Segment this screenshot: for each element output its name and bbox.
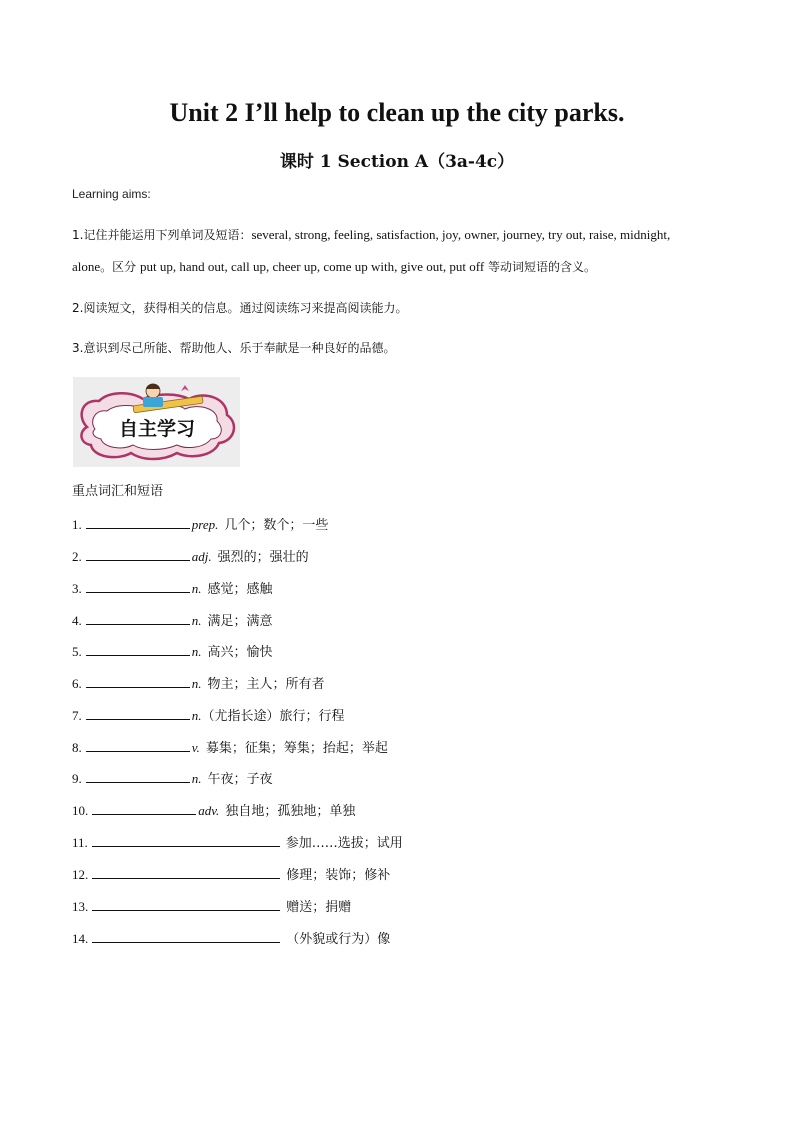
vocab-item (72, 514, 328, 534)
vocab-item (72, 705, 345, 725)
chinese-meaning: 感觉；感触 (207, 582, 273, 597)
answer-blank[interactable] (92, 896, 280, 911)
answer-blank[interactable] (86, 641, 190, 656)
answer-blank[interactable] (86, 673, 190, 688)
answer-blank[interactable] (86, 768, 190, 783)
answer-blank[interactable] (86, 705, 190, 720)
vocab-item (72, 737, 388, 757)
vocab-number: 11. (72, 835, 88, 850)
chinese-meaning: 参加……选拔；试用 (285, 836, 403, 851)
aim-1-distinguish: 。区分 (100, 260, 140, 274)
part-of-speech: v. (191, 740, 200, 755)
aim-3: 3.意识到尽己所能、帮助他人、乐于奉献是一种良好的品德。 (72, 341, 396, 355)
vocab-number: 10. (72, 803, 89, 818)
aim-1-word-alone: alone (72, 259, 101, 274)
vocab-item (72, 896, 351, 916)
vocab-number: 7. (72, 708, 82, 723)
vocab-item (72, 864, 390, 884)
vocab-number: 4. (72, 613, 82, 628)
vocab-section-title: 重点词汇和短语 (72, 484, 164, 499)
aim-1-end: 等动词短语的含义。 (484, 260, 597, 274)
vocab-number: 2. (72, 549, 82, 564)
part-of-speech: adv. (198, 803, 220, 818)
aim-1 (72, 219, 732, 283)
vocab-number: 12. (72, 867, 89, 882)
answer-blank[interactable] (86, 546, 190, 561)
vocab-number: 13. (72, 899, 89, 914)
self-study-badge (73, 377, 240, 467)
vocab-number: 1. (72, 517, 82, 532)
vocab-item (72, 578, 273, 598)
vocab-item (72, 832, 403, 852)
vocab-number: 6. (72, 676, 82, 691)
part-of-speech: n. (191, 676, 202, 691)
vocab-number: 3. (72, 581, 82, 596)
aim-1-phrases: put up, hand out, call up, cheer up, come up with, give out, put off (139, 259, 485, 274)
page-title: Unit 2 I’ll help to clean up the city parks. (169, 98, 625, 127)
part-of-speech: n. (191, 644, 202, 659)
vocab-item (72, 610, 273, 630)
vocab-item (72, 800, 355, 820)
part-of-speech: n. (191, 771, 202, 786)
vocab-number: 14. (72, 931, 89, 946)
answer-blank[interactable] (86, 514, 190, 529)
vocab-item (72, 768, 273, 788)
answer-blank[interactable] (86, 578, 190, 593)
part-of-speech: n. (191, 581, 202, 596)
chinese-meaning: 物主；主人；所有者 (207, 677, 325, 692)
vocab-item (72, 641, 273, 661)
part-of-speech: n. (191, 708, 202, 723)
vocab-number: 9. (72, 771, 82, 786)
chinese-meaning: （外貌或行为）像 (286, 932, 391, 947)
part-of-speech: prep. (191, 517, 219, 532)
chinese-meaning: 高兴；愉快 (207, 645, 273, 660)
answer-blank[interactable] (92, 864, 280, 879)
part-of-speech: n. (191, 613, 202, 628)
vocab-item (72, 546, 309, 566)
chinese-meaning: 强烈的；强壮的 (217, 550, 309, 565)
chinese-meaning: 午夜；子夜 (207, 772, 273, 787)
badge-text: 自主学习 (118, 418, 196, 440)
vocab-number: 8. (72, 740, 82, 755)
chinese-meaning: 满足；满意 (207, 614, 273, 629)
answer-blank[interactable] (92, 832, 280, 847)
chinese-meaning: 募集；征集；筹集；抬起；举起 (205, 741, 388, 756)
chinese-meaning: 独自地；孤独地；单独 (225, 804, 356, 819)
answer-blank[interactable] (86, 610, 190, 625)
aim-1-words: several, strong, feeling, satisfaction, joy, owner, journey, try out, raise, midnight, (251, 227, 671, 242)
chinese-meaning: 几个；数个；一些 (224, 518, 329, 533)
aim-2: 2.阅读短文，获得相关的信息。通过阅读练习来提高阅读能力。 (72, 301, 408, 315)
chinese-meaning: 修理；装饰；修补 (286, 868, 391, 883)
vocab-number: 5. (72, 644, 82, 659)
part-of-speech: adj. (191, 549, 212, 564)
page-subtitle: 课时 1 Section A（3a-4c） (279, 152, 515, 172)
aim-1-intro: 1.记住并能运用下列单词及短语： (72, 228, 252, 242)
answer-blank[interactable] (86, 737, 190, 752)
answer-blank[interactable] (92, 928, 280, 943)
chinese-meaning: （尤指长途）旅行；行程 (201, 709, 345, 724)
answer-blank[interactable] (92, 800, 196, 815)
learning-aims-label: Learning aims: (72, 187, 151, 201)
vocab-item (72, 928, 390, 948)
chinese-meaning: 赠送；捐赠 (286, 900, 352, 915)
vocab-item (72, 673, 325, 693)
